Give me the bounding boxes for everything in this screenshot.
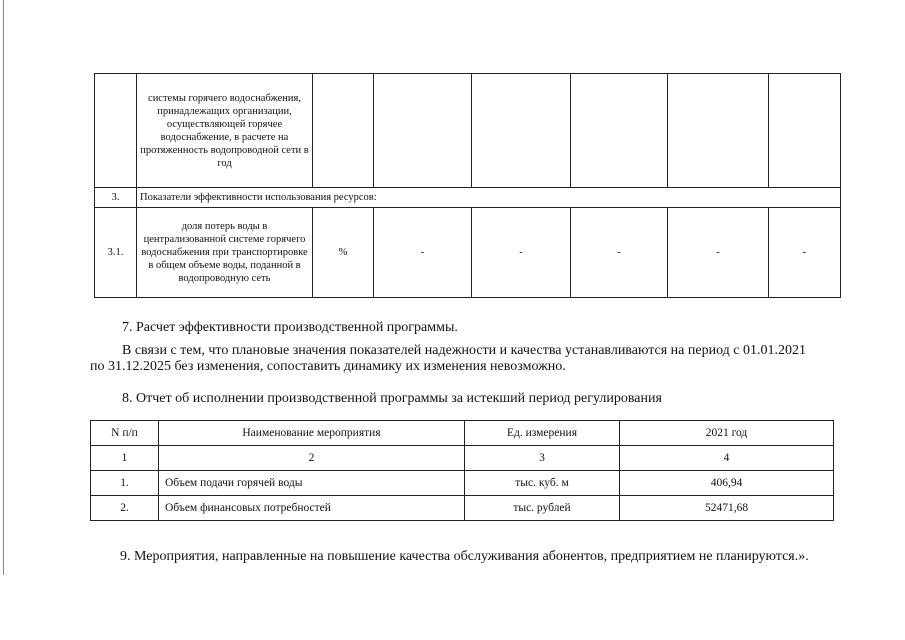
row-number: 3.: [95, 188, 137, 208]
unit-cell: [313, 74, 374, 188]
value-cell: -: [571, 208, 668, 298]
column-header: 2021 год: [620, 421, 834, 446]
report-table: [90, 420, 834, 521]
row-number: 2.: [91, 496, 159, 521]
indicator-name: системы горячего водоснабжения, принадлежащих организации, осуществляющей горячее водоснабжение, в расчете на протяженность водопроводной сети в год: [137, 74, 313, 188]
value-cell: 406,94: [620, 471, 834, 496]
unit-cell: тыс. рублей: [465, 496, 620, 521]
table-row: [95, 74, 841, 188]
value-cell: -: [374, 208, 472, 298]
value-cell: [374, 74, 472, 188]
column-number: 3: [465, 446, 620, 471]
section-9-text: 9. Мероприятия, направленные на повышение качества обслуживания абонентов, предприятием не планируются.».: [120, 549, 809, 564]
row-number: [95, 74, 137, 188]
indicators-table: [94, 73, 841, 298]
value-cell: [571, 74, 668, 188]
value-cell: [668, 74, 769, 188]
value-cell: [472, 74, 571, 188]
table-row: [91, 496, 834, 521]
column-number: 1: [91, 446, 159, 471]
table-header-row: [91, 421, 834, 446]
column-number: 2: [159, 446, 465, 471]
column-header: Наименование мероприятия: [159, 421, 465, 446]
column-header: Ед. измерения: [465, 421, 620, 446]
column-number: 4: [620, 446, 834, 471]
value-cell: -: [472, 208, 571, 298]
value-cell: 52471,68: [620, 496, 834, 521]
table-row: [95, 208, 841, 298]
row-number: 3.1.: [95, 208, 137, 298]
table-row: [91, 471, 834, 496]
table-section-row: [95, 188, 841, 208]
section-7-text-line1: В связи с тем, что плановые значения показателей надежности и качества устанавливаются на период с 01.01.2021: [122, 343, 807, 358]
page-scan-edge: [3, 0, 4, 575]
column-header: N п/п: [91, 421, 159, 446]
column-number-row: [91, 446, 834, 471]
measure-name: Объем подачи горячей воды: [159, 471, 465, 496]
section-7-heading: 7. Расчет эффективности производственной программы.: [122, 320, 458, 335]
row-number: 1.: [91, 471, 159, 496]
value-cell: -: [668, 208, 769, 298]
unit-cell: %: [313, 208, 374, 298]
section-7-text-line2: по 31.12.2025 без изменения, сопоставить динамику их изменения невозможно.: [90, 359, 566, 374]
value-cell: [769, 74, 841, 188]
value-cell: -: [769, 208, 841, 298]
section-label: Показатели эффективности использования ресурсов:: [137, 188, 841, 208]
unit-cell: тыс. куб. м: [465, 471, 620, 496]
measure-name: Объем финансовых потребностей: [159, 496, 465, 521]
indicator-name: доля потерь воды в централизованной системе горячего водоснабжения при транспортировке в общем объеме воды, поданной в водопроводную сеть: [137, 208, 313, 298]
section-8-heading: 8. Отчет об исполнении производственной программы за истекший период регулирования: [122, 391, 662, 406]
